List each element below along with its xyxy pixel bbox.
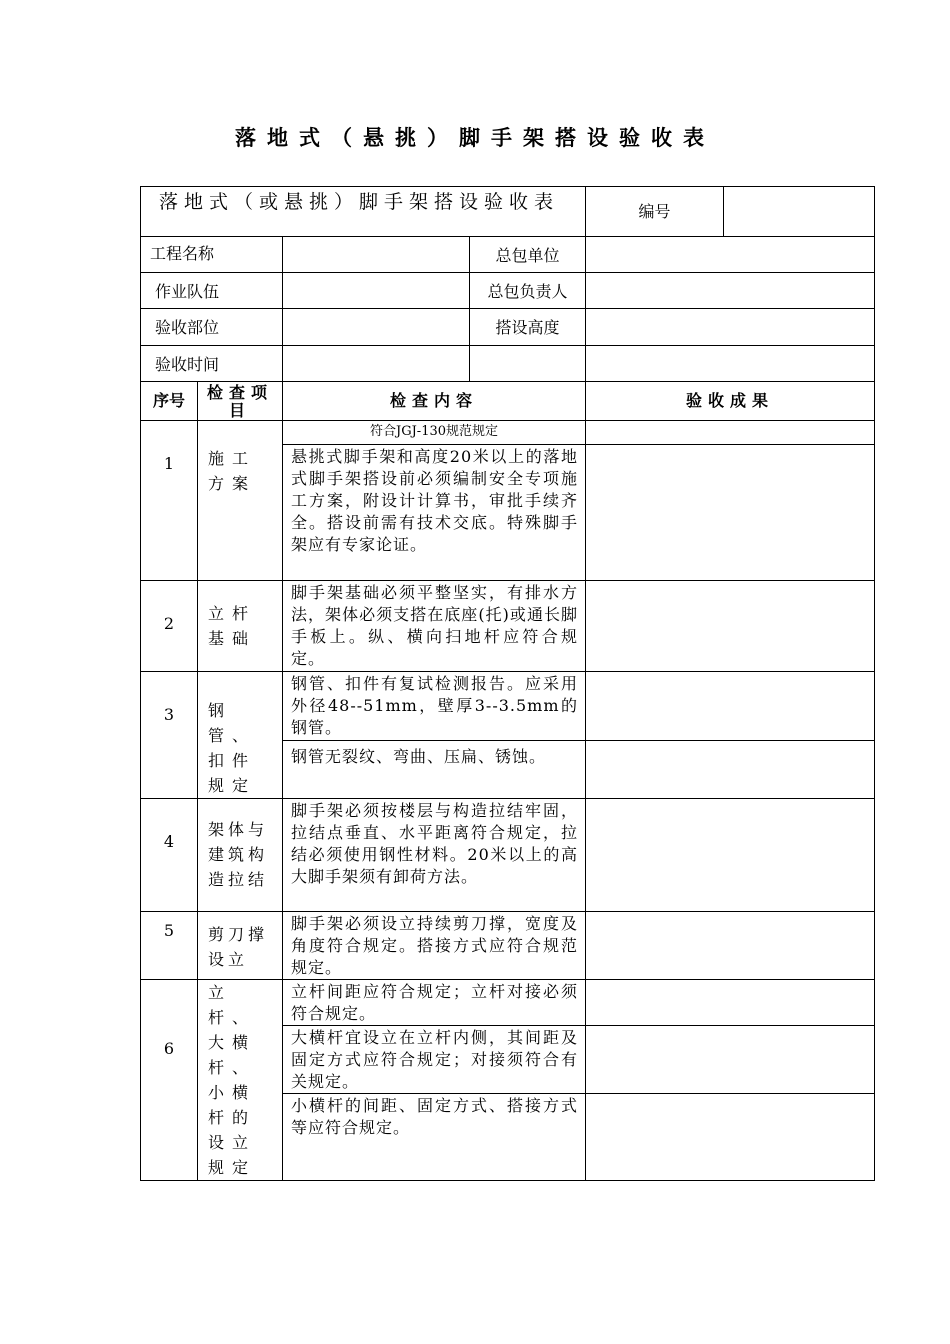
row-content: 大横杆宜设立在立杆内侧，其间距及固定方式应符合规定；对接须符合有关规定。 (283, 1026, 586, 1094)
result-cell[interactable] (586, 581, 875, 672)
row-content: 立杆间距应符合规定；立杆对接必须符合规定。 (283, 980, 586, 1026)
row-item: 施工方案 (198, 421, 283, 581)
row-item: 架体与建筑构造拉结 (198, 799, 283, 912)
result-cell[interactable] (586, 445, 875, 581)
row-content: 小横杆的间距、固定方式、搭接方式等应符合规定。 (283, 1094, 586, 1181)
contractor-head-value[interactable] (586, 273, 875, 309)
time-label: 验收时间 (141, 346, 283, 382)
info-row-team (141, 273, 875, 309)
time-empty-cell-2 (586, 346, 875, 382)
acceptance-table (140, 186, 875, 1181)
height-label: 搭设高度 (470, 309, 586, 346)
row-content: 脚手架基础必须平整坚实，有排水方法，架体必须支搭在底座(托)或通长脚手板上。纵、横向扫地杆应符合规定。 (283, 581, 586, 672)
project-name-value[interactable] (283, 237, 470, 273)
row-content: 脚手架必须设立持续剪刀撑，宽度及角度符合规定。搭接方式应符合规范规定。 (283, 912, 586, 980)
form-header-row (141, 187, 875, 237)
form-name-cell: 落地式（或悬挑）脚手架搭设验收表 (141, 187, 586, 237)
table-row (141, 980, 875, 1026)
contractor-value[interactable] (586, 237, 875, 273)
info-row-time (141, 346, 875, 382)
row-number: 6 (141, 980, 198, 1181)
part-label: 验收部位 (141, 309, 283, 346)
result-cell[interactable] (586, 1094, 875, 1181)
info-row-project (141, 237, 875, 273)
row-content: 悬挑式脚手架和高度20米以上的落地式脚手架搭设前必须编制安全专项施工方案，附设计计算书，审批手续齐全。搭设前需有技术交底。特殊脚手架应有专家论证。 (283, 445, 586, 581)
row-item: 剪刀撑设立 (198, 912, 283, 980)
table-row (141, 421, 875, 445)
result-cell[interactable] (586, 421, 875, 445)
time-value[interactable] (283, 346, 470, 382)
part-value[interactable] (283, 309, 470, 346)
result-cell[interactable] (586, 1026, 875, 1094)
row-item: 立杆基础 (198, 581, 283, 672)
table-row (141, 912, 875, 980)
result-cell[interactable] (586, 672, 875, 741)
page-title: 落地式（悬挑）脚手架搭设验收表 (235, 126, 715, 150)
table-row (141, 672, 875, 741)
table-row (141, 581, 875, 672)
contractor-label: 总包单位 (470, 237, 586, 273)
spec-note: 符合JGJ-130规范规定 (283, 421, 586, 445)
row-number: 1 (141, 421, 198, 581)
row-content: 脚手架必须按楼层与构造拉结牢固，拉结点垂直、水平距离符合规定，拉结必须使用钢性材料。20米以上的高大脚手架须有卸荷方法。 (283, 799, 586, 912)
col-content: 检查内容 (283, 382, 586, 421)
contractor-head-label: 总包负责人 (470, 273, 586, 309)
col-item: 检查项目 (198, 382, 283, 421)
row-content: 钢管、扣件有复试检测报告。应采用外径48--51mm，壁厚3--3.5mm的钢管。 (283, 672, 586, 741)
result-cell[interactable] (586, 740, 875, 798)
result-cell[interactable] (586, 912, 875, 980)
col-seq: 序号 (141, 382, 198, 421)
row-content: 钢管无裂纹、弯曲、压扁、锈蚀。 (283, 740, 586, 798)
team-label: 作业队伍 (141, 273, 283, 309)
result-cell[interactable] (586, 980, 875, 1026)
project-name-label: 工程名称 (141, 237, 283, 273)
number-value-cell[interactable] (724, 187, 875, 237)
row-item: 立杆、大横杆、小横杆的设立规定 (198, 980, 283, 1181)
table-row (141, 799, 875, 912)
number-label-cell: 编号 (586, 187, 724, 237)
team-value[interactable] (283, 273, 470, 309)
row-number: 5 (141, 912, 198, 980)
info-row-part (141, 309, 875, 346)
column-header-row (141, 382, 875, 421)
time-empty-cell (470, 346, 586, 382)
col-result: 验收成果 (586, 382, 875, 421)
result-cell[interactable] (586, 799, 875, 912)
row-number: 2 (141, 581, 198, 672)
row-number: 3 (141, 672, 198, 799)
row-number: 4 (141, 799, 198, 912)
height-value[interactable] (586, 309, 875, 346)
row-item: 钢管、扣件规定 (198, 672, 283, 799)
